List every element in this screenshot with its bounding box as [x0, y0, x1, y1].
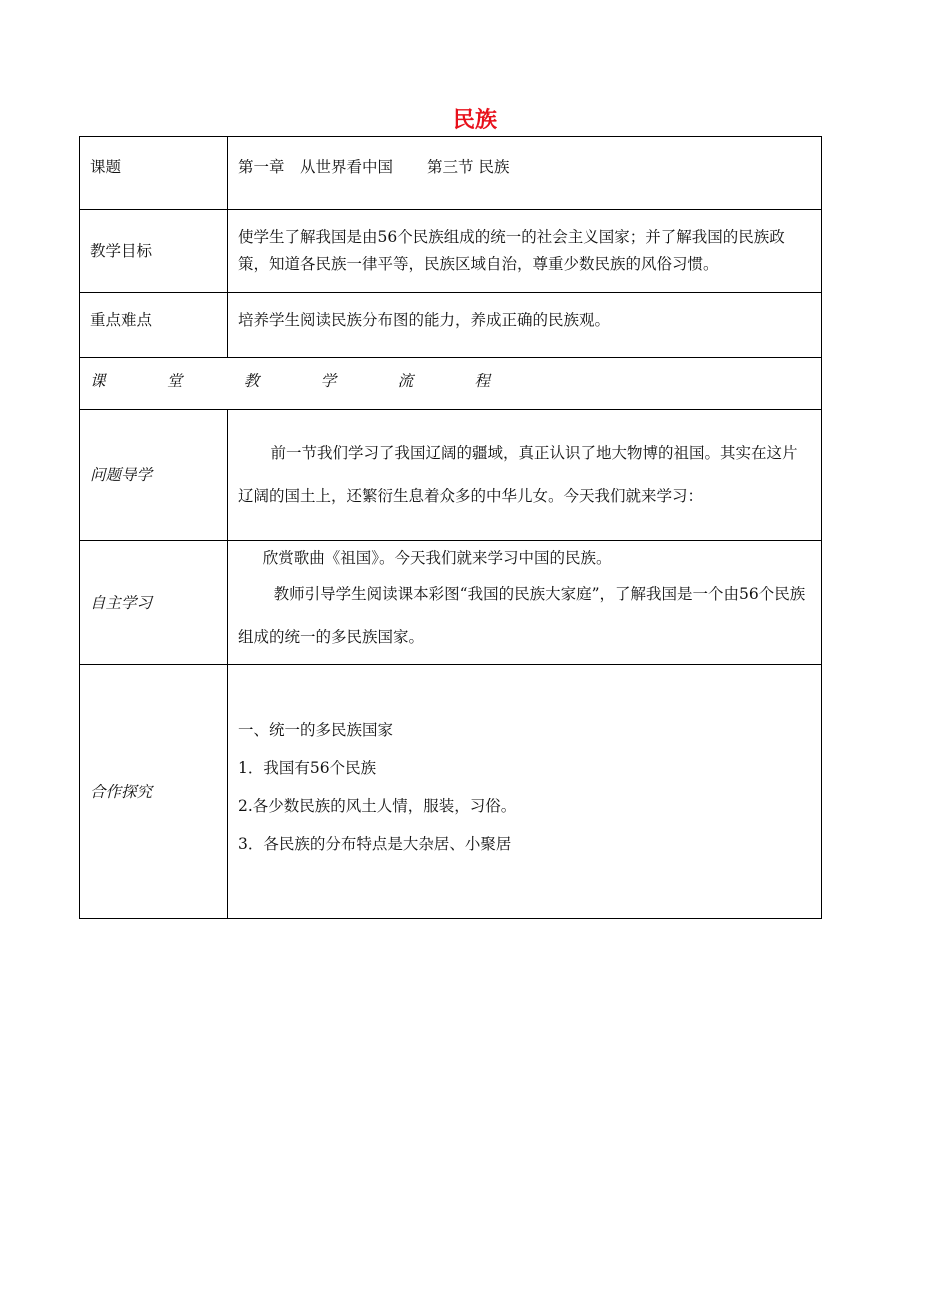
flow-header — [80, 358, 822, 410]
intro-content — [228, 410, 822, 541]
flow-char: 程 — [474, 372, 490, 390]
self-p2: 教师引导学生阅读课本彩图“我国的民族大家庭”，了解我国是一个由56个民族组成的统一的多民族国家。 — [238, 585, 806, 646]
coop-item: 1．我国有56个民族 — [238, 759, 377, 777]
label-intro — [80, 410, 228, 541]
topic-content — [228, 137, 822, 210]
label-coop-text: 合作探究 — [90, 782, 153, 801]
flow-char: 课 — [90, 372, 106, 390]
intro-text: 前一节我们学习了我国辽阔的疆域，真正认识了地大物博的祖国。其实在这片辽阔的国土上，还繁衍生息着众多的中华儿女。今天我们就来学习： — [238, 444, 798, 505]
document-title: 民族 — [452, 108, 497, 133]
topic-chapter: 第一章 从世界看中国 — [238, 158, 394, 176]
label-self — [80, 541, 228, 665]
topic-section: 第三节 民族 — [427, 158, 510, 176]
row-intro — [80, 410, 822, 541]
flow-char: 流 — [397, 372, 414, 390]
flow-char: 学 — [320, 372, 337, 390]
row-self — [80, 541, 822, 665]
flow-title — [90, 366, 490, 396]
label-intro-text: 问题导学 — [90, 466, 153, 484]
row-key — [80, 293, 822, 358]
coop-heading: 一、统一的多民族国家 — [238, 721, 394, 739]
coop-item: 3．各民族的分布特点是大杂居、小聚居 — [238, 835, 512, 853]
coop-content — [228, 665, 822, 919]
goal-text: 使学生了解我国是由56个民族组成的统一的社会主义国家；并了解我国的民族政策，知道各民族一律平等，民族区域自治，尊重少数民族的风俗习惯。 — [238, 228, 785, 273]
flow-char: 堂 — [166, 372, 183, 390]
row-coop — [80, 665, 822, 919]
label-topic — [80, 137, 228, 210]
goal-content — [228, 210, 822, 293]
row-goal — [80, 210, 822, 293]
self-content — [228, 541, 822, 665]
flow-char: 教 — [243, 372, 260, 390]
lesson-plan-table — [79, 136, 822, 919]
label-key-text: 重点难点 — [90, 311, 153, 329]
label-coop — [80, 665, 228, 919]
label-goal — [80, 210, 228, 293]
label-self-text: 自主学习 — [90, 593, 153, 612]
coop-item: 2.各少数民族的风土人情，服装，习俗。 — [238, 797, 517, 815]
row-topic — [80, 137, 822, 210]
key-text: 培养学生阅读民族分布图的能力，养成正确的民族观。 — [238, 311, 611, 329]
key-content — [228, 293, 822, 358]
label-topic-text: 课题 — [90, 158, 122, 176]
row-flow — [80, 358, 822, 410]
label-goal-text: 教学目标 — [90, 242, 153, 260]
label-key — [80, 293, 228, 358]
self-p1: 欣赏歌曲《祖国》。今天我们就来学习中国的民族。 — [262, 549, 612, 567]
